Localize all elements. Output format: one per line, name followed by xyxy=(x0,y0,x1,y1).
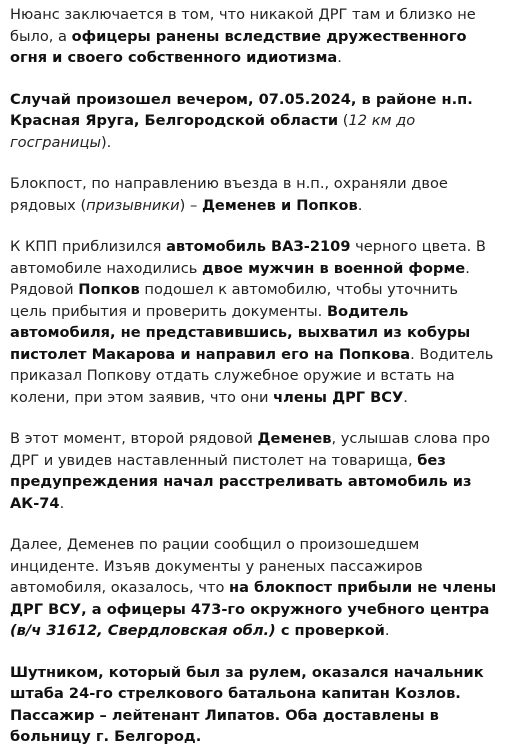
paragraph-4: К КПП приблизился автомобиль ВАЗ-2109 черного цвета. В автомобиле находились двое мужчин в военной форме. Рядовой Попков подошел к автомобилю, чтобы уточнить цель прибытия и проверить документы. Водитель автомобиля, не представившись, выхватил из кобуры пистолет Макарова и направил его на Попкова. Водитель приказал Попкову отдать служебное оружие и встать на колени, при этом заявив, что они члены ДРГ ВСУ. xyxy=(10,238,494,406)
bold-run: двое мужчин в военной форме xyxy=(202,259,466,277)
bold-run: с проверкой xyxy=(275,622,385,639)
bold-run: офицеры ранены вследствие дружественного огня и своего собственного идиотизма xyxy=(10,27,467,66)
bold-run: без предупреждения начал расстреливать автомобиль из АК-74 xyxy=(10,451,472,512)
paragraph-3: Блокпост, по направлению въезда в н.п., охраняли двое рядовых (призывники) – Деменев и Попков. xyxy=(10,175,448,214)
bold-run: автомобиль ВАЗ-2109 xyxy=(166,238,351,255)
bold-run: Шутником, который был за рулем, оказался начальник штаба 24-го стрелкового батальона капитан Козлов. Пассажир – лейтенант Липатов. Оба доставлены в больницу г. Белгород. xyxy=(10,663,484,745)
paragraph-1: Нюанс заключается в том, что никакой ДРГ там и близко не было, а офицеры ранены вследствие дружественного огня и своего собственного идиотизма. xyxy=(10,6,476,66)
bold-run: (в/ч 31612, Свердловская обл.) xyxy=(10,622,276,639)
paragraph-2: Случай произошел вечером, 07.05.2024, в районе н.п. Красная Яруга, Белгородской области (12 км до госграницы). xyxy=(10,90,473,151)
italic-run: 12 км до госграницы xyxy=(10,112,416,151)
bold-run: Случай произошел вечером, 07.05.2024, в районе н.п. Красная Яруга, Белгородской области xyxy=(10,90,473,129)
bold-run: Водитель автомобиля, не представившись, выхватил из кобуры пистолет Макарова и направил его на Попкова xyxy=(10,302,471,363)
bold-run: на блокпост прибыли не члены ДРГ ВСУ, а офицеры 473-го окружного учебного центра xyxy=(10,579,497,618)
bold-run: Деменев xyxy=(257,430,332,447)
bold-run: члены ДРГ ВСУ xyxy=(273,388,404,406)
paragraph-7 xyxy=(10,662,499,748)
paragraph-5: В этот момент, второй рядовой Деменев, услышав слова про ДРГ и увидев наставленный пистолет на товарища, без предупреждения начал расстреливать автомобиль из АК-74. xyxy=(10,430,491,512)
italic-run: призывники xyxy=(86,196,180,214)
paragraph-6: Далее, Деменев по рации сообщил о произошедшем инциденте. Изъяв документы у раненых пассажиров автомобиля, оказалось, что на блокпост прибыли не члены ДРГ ВСУ, а офицеры 473-го окружного учебного центра (в/ч 31612, Свердловская обл.) с проверкой. xyxy=(10,536,497,639)
bold-run: Попков xyxy=(78,281,140,298)
bold-run: Деменев и Попков xyxy=(201,196,358,214)
